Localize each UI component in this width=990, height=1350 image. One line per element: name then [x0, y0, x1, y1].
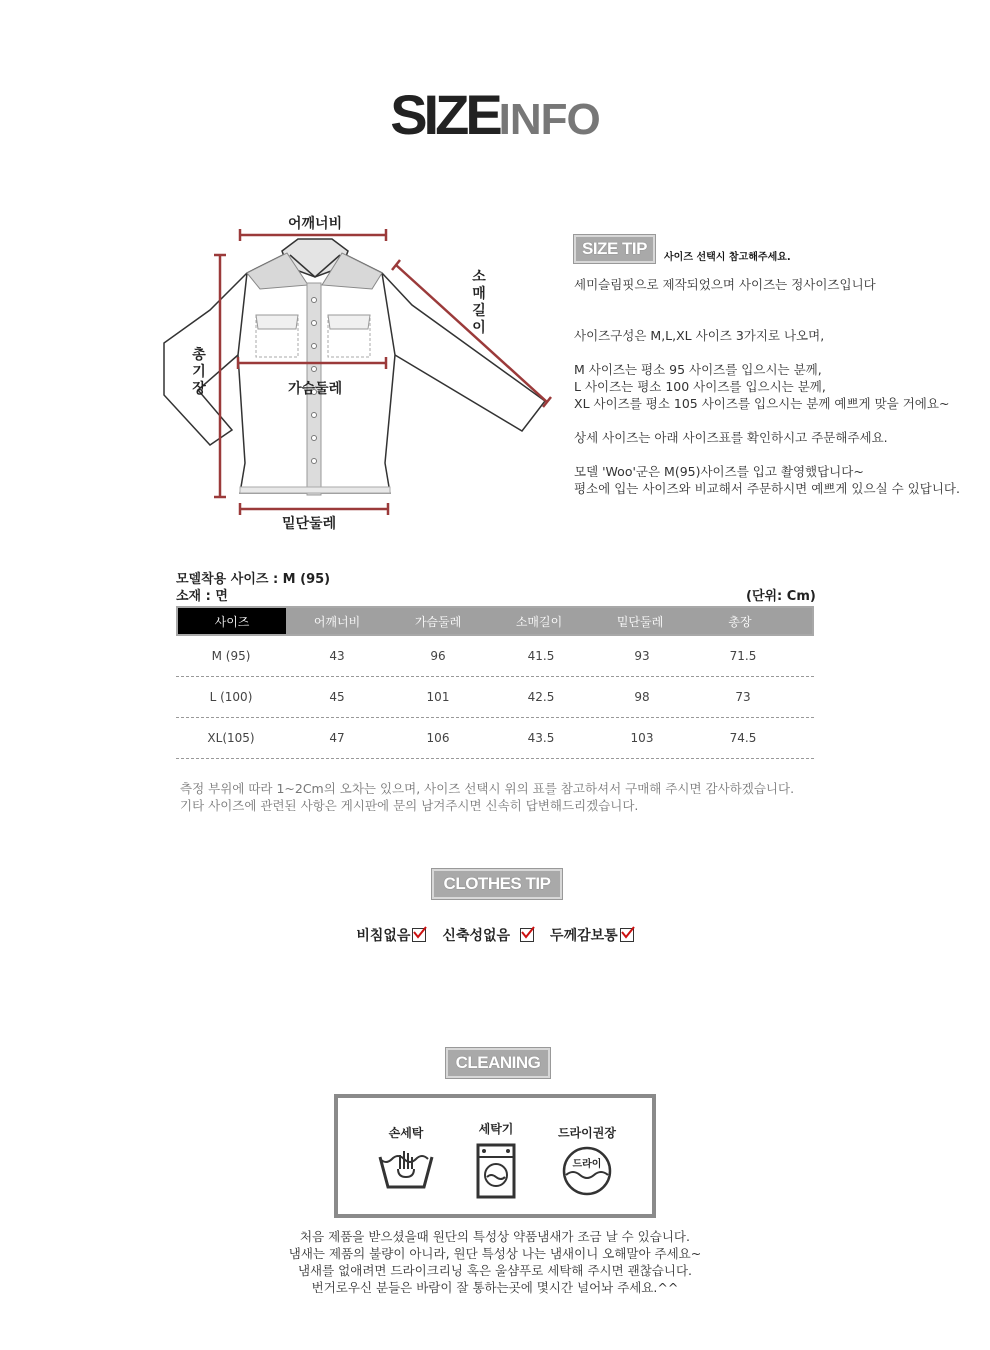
check-item	[550, 925, 634, 945]
clothes-tip-tag: CLOTHES TIP	[432, 869, 562, 899]
header-sleeve: 소매길이	[515, 614, 563, 629]
cell-hem: 98	[634, 690, 650, 704]
care-washing-machine	[474, 1120, 518, 1204]
clean-note-line: 냄새를 없애려면 드라이크리닝 혹은 울샴푸로 세탁해 주시면 괜찮습니다.	[297, 1263, 693, 1278]
title-info: INFO	[498, 95, 600, 144]
cell-hem: 93	[634, 649, 650, 663]
cell-size: L (100)	[209, 690, 253, 704]
cleaning-box	[334, 1094, 656, 1218]
cell-size: XL(105)	[207, 731, 255, 745]
cell-sleeve: 41.5	[527, 649, 555, 663]
cell-sleeve: 43.5	[527, 731, 555, 745]
cell-length: 74.5	[729, 731, 757, 745]
model-info	[176, 571, 330, 605]
note-line: 기타 사이즈에 관련된 사항은 게시판에 문의 남겨주시면 신속히 답변해드리겠습니다.	[180, 798, 639, 813]
dry-clean-icon	[561, 1145, 613, 1197]
tip-line: 모델 'Woo'군은 M(95)사이즈를 입고 촬영했답니다~	[574, 464, 864, 479]
tip-line: M 사이즈는 평소 95 사이즈를 입으시는 분께,	[574, 362, 822, 377]
cell-chest: 101	[426, 690, 450, 704]
hand-wash-icon	[376, 1145, 436, 1195]
header-hem: 밑단둘레	[616, 614, 664, 629]
cleaning-note	[0, 1228, 990, 1296]
clean-note-line: 처음 제품을 받으셨을때 원단의 특성상 약품냄새가 조금 날 수 있습니다.	[300, 1229, 690, 1244]
washing-machine-icon	[474, 1141, 518, 1201]
header-length: 총장	[728, 614, 752, 629]
header-chest: 가슴둘레	[414, 614, 462, 629]
tip-line: 세미슬림핏으로 제작되었으며 사이즈는 정사이즈입니다	[574, 277, 876, 292]
check-label: 두께감보통	[550, 928, 618, 944]
label-hem: 밑단둘레	[282, 516, 337, 532]
table-row	[176, 636, 814, 677]
clean-note-line: 냄새는 제품의 불량이 아니라, 원단 특성상 나는 냄새이니 오해말아 주세요~	[288, 1246, 702, 1261]
label-length: 총기장	[192, 347, 206, 397]
label-sleeve: 소매길이	[472, 269, 486, 336]
check-label: 비침없음	[356, 928, 411, 944]
tip-line: L 사이즈는 평소 100 사이즈를 입으시는 분께,	[574, 379, 826, 394]
size-table	[176, 606, 814, 759]
table-row	[176, 677, 814, 718]
checkbox-checked-icon	[620, 928, 634, 942]
size-tip-subtitle: 사이즈 선택시 참고해주세요.	[664, 252, 791, 263]
cell-length: 71.5	[729, 649, 757, 663]
shirt-diagram	[150, 205, 570, 540]
material: 소재 : 면	[176, 589, 228, 604]
size-tip-tag: SIZE TIP	[574, 235, 655, 263]
check-item	[356, 925, 426, 945]
label-chest: 가슴둘레	[288, 381, 343, 397]
check-label: 신축성없음	[442, 928, 511, 944]
table-row	[176, 718, 814, 759]
care-dry-clean	[558, 1124, 616, 1197]
care-label: 드라이권장	[558, 1126, 616, 1140]
tip-line: 평소에 입는 사이즈와 비교해서 주문하시면 예쁘게 있으실 수 있답니다.	[574, 481, 960, 496]
label-shoulder: 어깨너비	[288, 216, 343, 232]
cell-sleeve: 42.5	[527, 690, 555, 704]
dry-icon-text: 드라이	[572, 1159, 602, 1170]
tip-line: 사이즈구성은 M,L,XL 사이즈 3가지로 나오며,	[574, 328, 825, 343]
page-title	[0, 82, 990, 147]
note-line: 측정 부위에 따라 1~2Cm의 오차는 있으며, 사이즈 선택시 위의 표를 참고하셔서 구매해 주시면 감사하겠습니다.	[180, 781, 795, 796]
clean-note-line: 번거로우신 분들은 바람이 잘 통하는곳에 몇시간 널어놔 주세요.^^	[311, 1280, 679, 1295]
cell-chest: 96	[430, 649, 446, 663]
model-wearing-size: 모델착용 사이즈 : M (95)	[176, 572, 331, 587]
cell-shoulder: 45	[329, 690, 345, 704]
cell-hem: 103	[630, 731, 654, 745]
checkbox-checked-icon	[520, 928, 534, 942]
size-tip-text	[574, 276, 984, 497]
tip-line: XL 사이즈를 평소 105 사이즈를 입으시는 분께 예쁘게 맞을 거에요~	[574, 396, 950, 411]
check-item	[442, 925, 534, 945]
care-label: 손세탁	[388, 1126, 424, 1140]
shirt-illustration	[150, 205, 570, 540]
checkbox-checked-icon	[412, 928, 426, 942]
header-shoulder: 어깨너비	[313, 614, 361, 629]
cell-length: 73	[735, 690, 751, 704]
header-size: 사이즈	[178, 608, 286, 634]
table-header	[176, 606, 814, 636]
title-size: SIZE	[390, 83, 499, 146]
cell-shoulder: 47	[329, 731, 345, 745]
unit-label: (단위: Cm)	[746, 589, 816, 604]
care-label: 세탁기	[478, 1122, 514, 1136]
cleaning-tag: CLEANING	[446, 1048, 550, 1078]
cell-shoulder: 43	[329, 649, 345, 663]
cell-size: M (95)	[211, 649, 251, 663]
cell-chest: 106	[426, 731, 450, 745]
clothes-tip-checks	[0, 925, 990, 945]
tip-line: 상세 사이즈는 아래 사이즈표를 확인하시고 주문해주세요.	[574, 430, 888, 445]
measurement-note	[180, 780, 794, 814]
care-hand-wash	[376, 1124, 436, 1198]
